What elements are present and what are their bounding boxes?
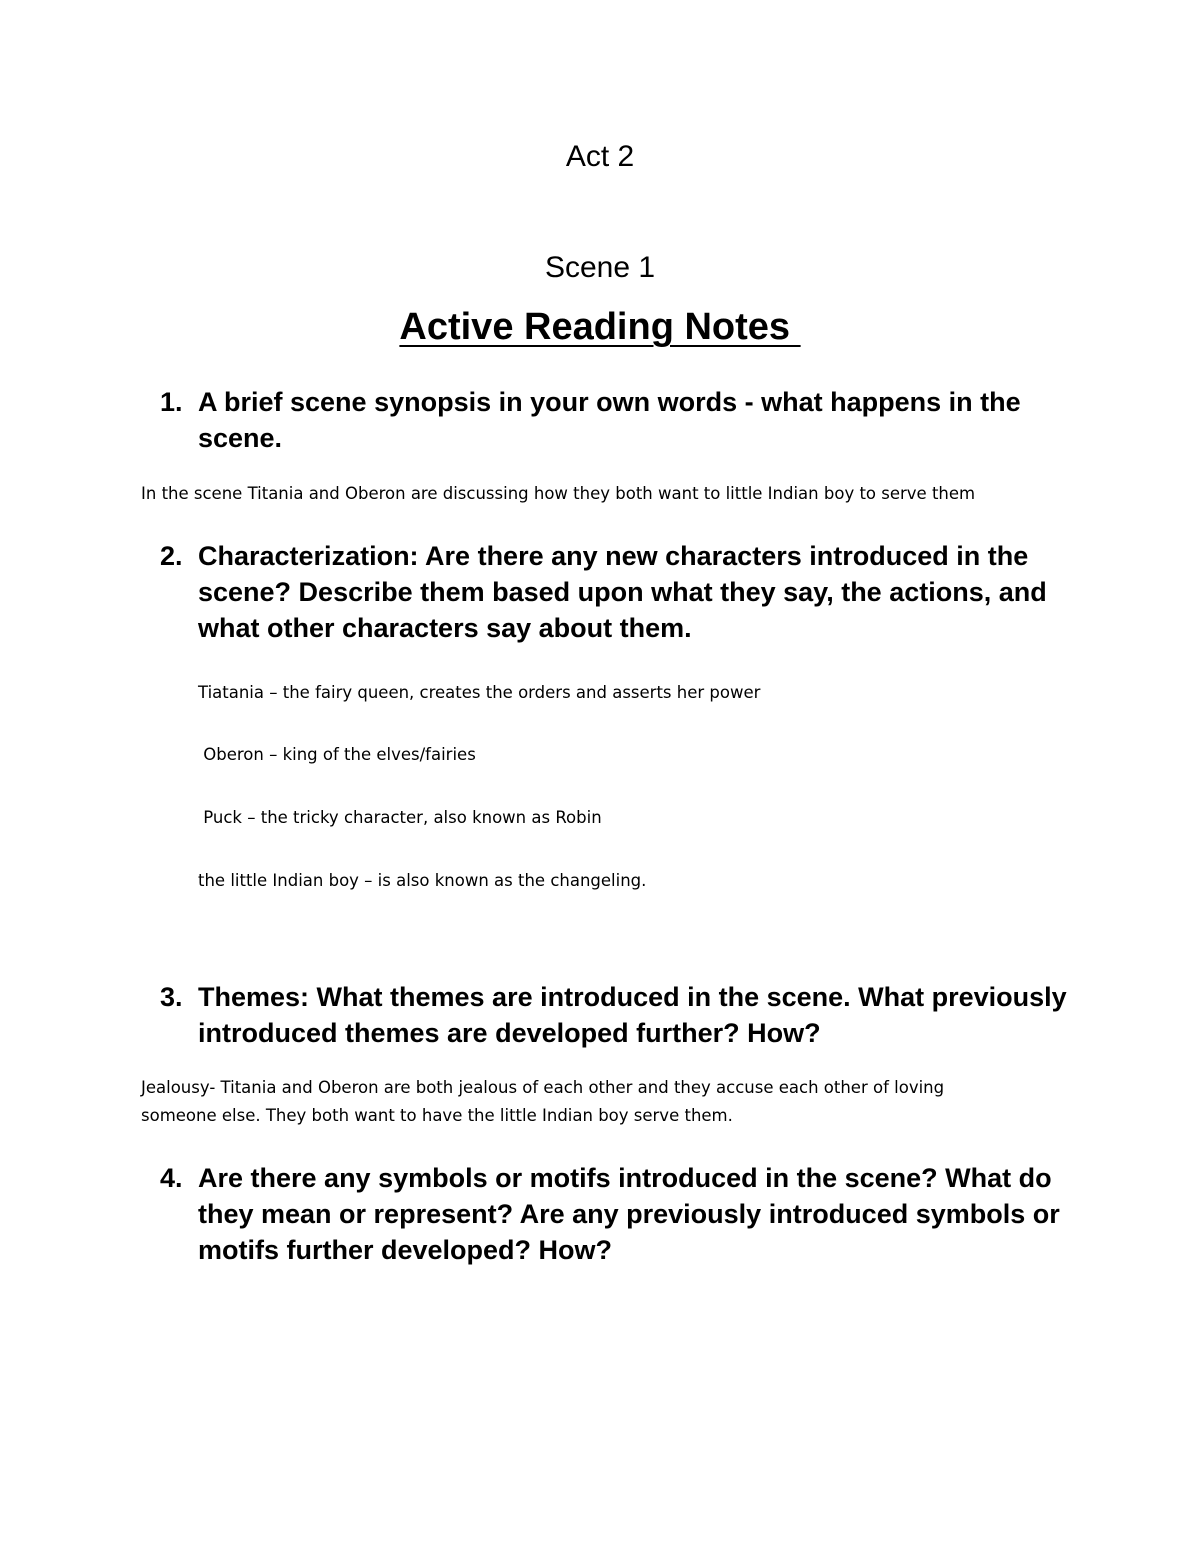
question-number: 4. — [160, 1163, 183, 1193]
question-number: 2. — [160, 541, 183, 571]
question-text: Are there any symbols or motifs introduced in the scene? What do they mean or represent? Are any previously introduced symbols or motifs further developed? How? — [198, 1163, 1060, 1265]
act-heading: Act 2 — [565, 140, 635, 173]
page-title: Active Reading Notes — [399, 306, 801, 348]
question-text: Characterization: Are there any new characters introduced in the scene? Describe them based upon what they say, the actions, and what other characters say about them. — [198, 541, 1047, 643]
answer-1: In the scene Titania and Oberon are discussing how they both want to little Indian boy to serve them — [141, 484, 976, 503]
question-3 — [160, 979, 1080, 1051]
question-4 — [160, 1160, 1080, 1268]
character-puck: Puck – the tricky character, also known as Robin — [198, 808, 602, 827]
question-text: A brief scene synopsis in your own words - what happens in the scene. — [198, 387, 1021, 453]
question-number: 1. — [160, 387, 183, 417]
answer-3: Jealousy- Titania and Oberon are both jealous of each other and they accuse each other of loving someone else. They both want to have the little Indian boy serve them. — [141, 1078, 945, 1125]
question-2 — [160, 538, 1080, 646]
scene-heading: Scene 1 — [544, 251, 656, 284]
question-text: Themes: What themes are introduced in the scene. What previously introduced themes are developed further? How? — [198, 982, 1067, 1048]
character-tiatania: Tiatania – the fairy queen, creates the orders and asserts her power — [198, 683, 761, 702]
question-1 — [160, 384, 1080, 456]
character-oberon: Oberon – king of the elves/fairies — [198, 745, 476, 764]
character-indian-boy: the little Indian boy – is also known as the changeling. — [198, 871, 647, 890]
question-number: 3. — [160, 982, 183, 1012]
